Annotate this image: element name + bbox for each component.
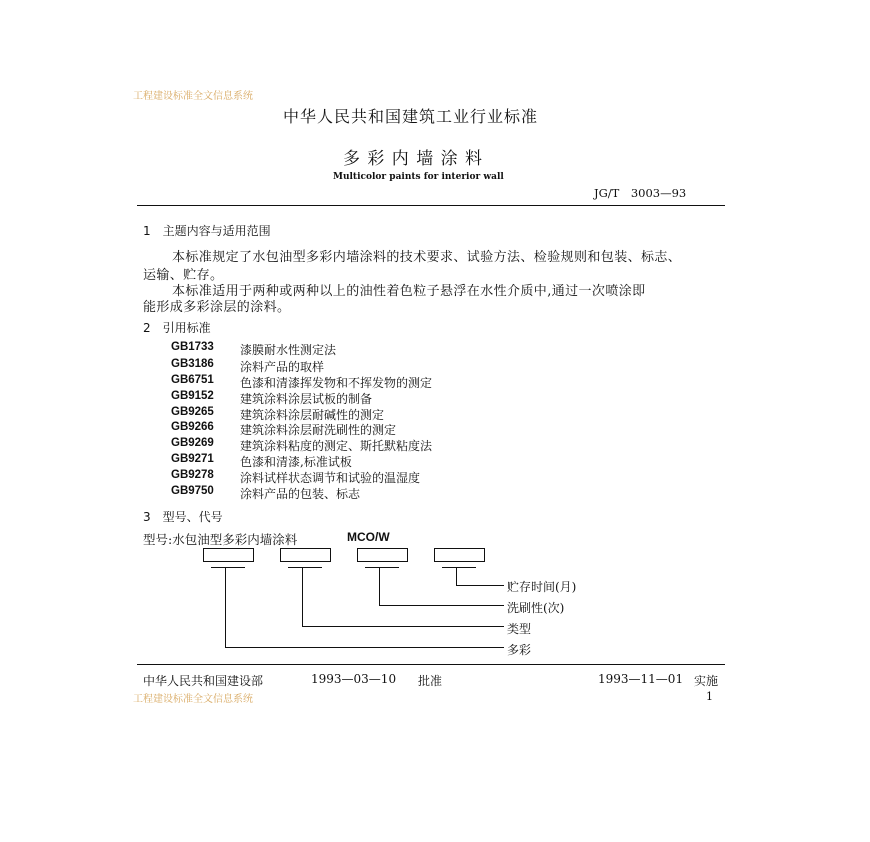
section1-para2-line1: 本标准适用于两种或两种以上的油性着色粒子悬浮在水性介质中,通过一次喷涂即	[172, 284, 646, 299]
issuer: 中华人民共和国建设部	[143, 674, 264, 688]
leader-v-type	[302, 567, 303, 627]
reference-code: GB9152	[171, 390, 214, 402]
reference-code: GB9278	[171, 469, 214, 481]
code-box-storage	[434, 548, 485, 562]
leader-h-multicolor	[225, 647, 504, 648]
reference-title: 涂料产品的包装、标志	[240, 487, 361, 501]
approve-label: 批准	[418, 674, 443, 688]
reference-code: GB9269	[171, 437, 214, 449]
code-box-multicolor	[203, 548, 254, 562]
reference-code: GB3186	[171, 358, 214, 370]
document-title-en: Multicolor paints for interior wall	[333, 172, 504, 182]
stub-multicolor	[211, 567, 245, 568]
reference-code: GB9750	[171, 485, 214, 497]
section1-para1-line1: 本标准规定了水包油型多彩内墙涂料的技术要求、试验方法、检验规则和包装、标志、	[172, 250, 682, 265]
model-line: 型号:水包油型多彩内墙涂料	[143, 532, 298, 547]
section1-heading: 1 主题内容与适用范围	[143, 224, 271, 238]
leader-h-storage	[456, 585, 504, 586]
section1-para2-line2: 能形成多彩涂层的涂料。	[143, 300, 291, 315]
label-type: 类型	[507, 622, 532, 636]
reference-title: 建筑涂料涂层耐碱性的测定	[240, 408, 385, 422]
leader-v-storage	[456, 567, 457, 586]
model-code: MCO/W	[347, 530, 390, 544]
reference-code: GB9266	[171, 421, 214, 433]
label-storage-time: 贮存时间(月)	[507, 580, 577, 594]
reference-title: 建筑涂料涂层耐洗刷性的测定	[240, 423, 397, 437]
watermark-bottom: 工程建设标准全文信息系统	[133, 694, 253, 705]
code-box-type	[280, 548, 331, 562]
reference-code: GB9271	[171, 453, 214, 465]
section1-para1-line2: 运输、贮存。	[143, 268, 224, 283]
label-washability: 洗刷性(次)	[507, 601, 565, 615]
stub-washability	[365, 567, 399, 568]
standard-code: JG/T 3003—93	[594, 186, 687, 200]
reference-code: GB1733	[171, 341, 214, 353]
page-number: 1	[706, 690, 713, 703]
approve-date: 1993—03—10	[311, 672, 397, 686]
label-multicolor: 多彩	[507, 643, 532, 657]
watermark-top: 工程建设标准全文信息系统	[133, 91, 253, 102]
section2-heading: 2 引用标准	[143, 321, 211, 335]
header-rule	[137, 205, 725, 206]
reference-title: 建筑涂料粘度的测定、斯托默粘度法	[240, 439, 433, 453]
footer-rule	[137, 664, 725, 665]
leader-v-washability	[379, 567, 380, 606]
reference-title: 色漆和清漆,标准试板	[240, 455, 352, 469]
leader-h-type	[302, 626, 504, 627]
leader-h-washability	[379, 605, 504, 606]
reference-title: 涂料产品的取样	[240, 360, 325, 374]
document-title: 多 彩 内 墙 涂 料	[343, 149, 484, 169]
implement-date: 1993—11—01	[598, 672, 684, 686]
section3-heading: 3 型号、代号	[143, 510, 223, 524]
stub-type	[288, 567, 322, 568]
code-box-washability	[357, 548, 408, 562]
stub-storage	[442, 567, 476, 568]
reference-code: GB9265	[171, 406, 214, 418]
reference-title: 建筑涂料涂层试板的制备	[240, 392, 373, 406]
implement-label: 实施	[694, 674, 719, 688]
reference-title: 色漆和清漆挥发物和不挥发物的测定	[240, 376, 433, 390]
reference-title: 漆膜耐水性测定法	[240, 343, 337, 357]
reference-title: 涂料试样状态调节和试验的温湿度	[240, 471, 421, 485]
reference-code: GB6751	[171, 374, 214, 386]
standard-org: 中华人民共和国建筑工业行业标准	[283, 107, 539, 126]
leader-v-multicolor	[225, 567, 226, 648]
